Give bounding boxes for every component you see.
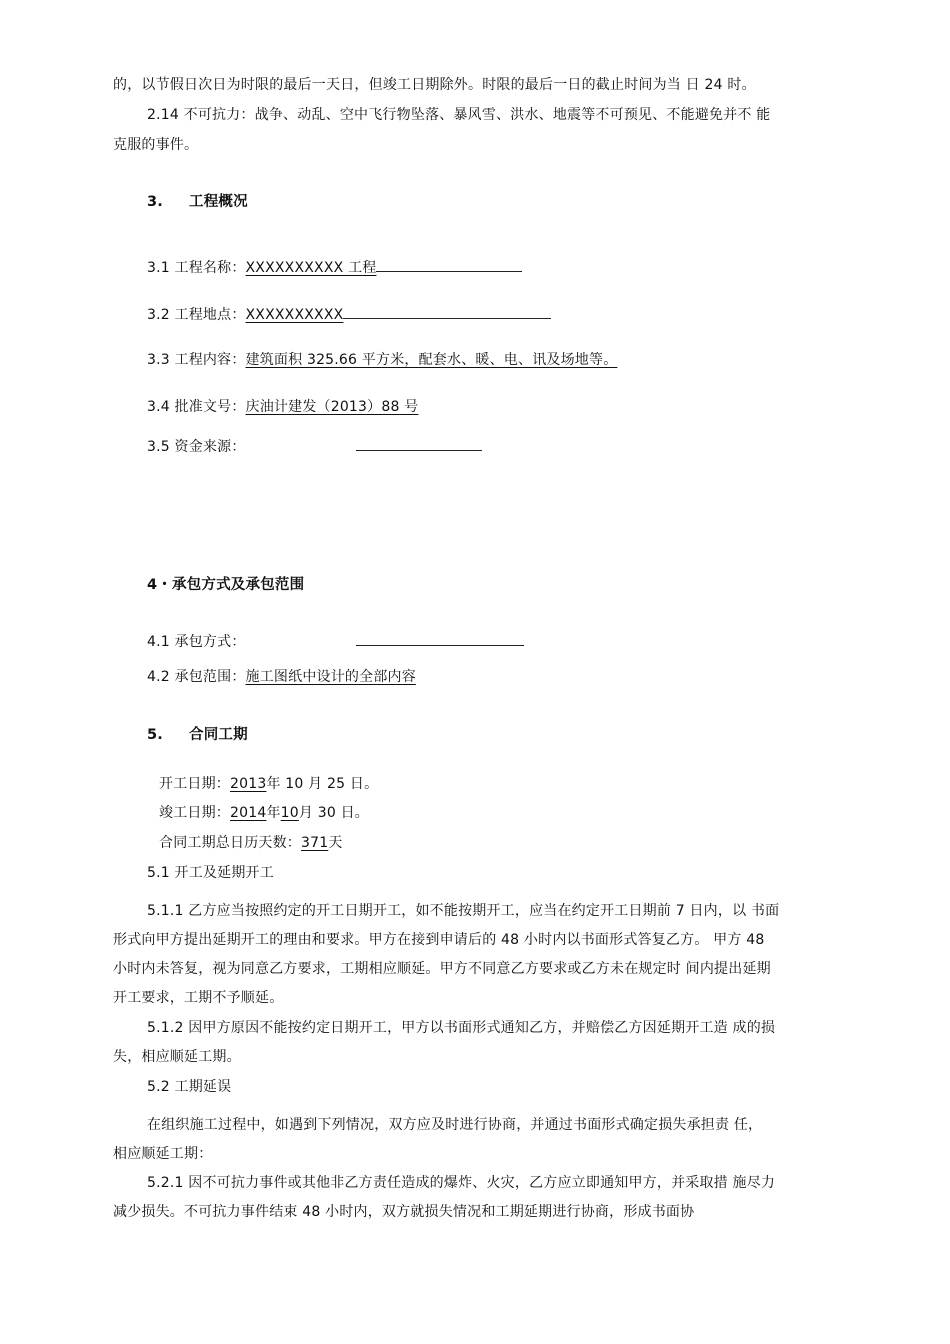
text-line: 小时内未答复，视为同意乙方要求，工期相应顺延。甲方不同意乙方要求或乙方未在规定时 间内提出延期 [113,961,771,977]
clause-5-2-intro: 在组织施工过程中，如遇到下列情况，双方应及时进行协商，并通过书面形式确定损失承担责 任， [147,1117,763,1133]
field-label: 3.3 工程内容： [147,352,246,368]
text-line: 形式向甲方提出延期开工的理由和要求。甲方在接到申请后的 48 小时内以书面形式答复乙方。 甲方 48 [113,932,765,948]
field-label: 合同工期总日历天数： [159,835,301,851]
field-label: 4.1 承包方式： [147,634,246,650]
project-location-row [147,304,551,324]
approval-number-value: 庆油计建发（2013）88 号 [245,399,419,415]
start-date-row [159,775,378,793]
field-label: 开工日期： [159,776,230,792]
start-year: 2013 [230,776,267,792]
field-label: 3.4 批准文号： [147,399,246,415]
text-line: 克服的事件。 [113,137,199,153]
approval-number-row [147,398,418,416]
text-line: 开工要求，工期不予顺延。 [113,990,284,1006]
end-year: 2014 [230,805,267,821]
section-number: 5. [147,727,163,743]
section-5-heading [147,726,248,744]
contract-scope-row [147,668,416,686]
field-label: 3.1 工程名称： [147,260,246,276]
blank-line [343,304,551,319]
total-days-value: 371 [301,835,329,851]
text-line: 相应顺延工期： [113,1146,213,1162]
fund-source-row [147,436,482,456]
clause-5-1-1: 5.1.1 乙方应当按照约定的开工日期开工，如不能按期开工，应当在约定开工日期前 7 日内，以 书面 [147,903,780,919]
text-line: 减少损失。不可抗力事件结束 48 小时内，双方就损失情况和工期延期进行协商，形成书面协 [113,1204,695,1220]
end-date-year-unit: 年 [266,805,281,821]
end-date-row [159,804,369,822]
field-label: 竣工日期： [159,805,230,821]
project-content-value: 建筑面积 325.66 平方米，配套水、暖、电、讯及场地等。 [245,352,618,368]
section-4-heading: 4・承包方式及承包范围 [147,577,305,593]
section-title: 工程概况 [189,194,248,210]
project-location-value: XXXXXXXXXX [245,307,344,323]
clause-2-14: 2.14 不可抗力：战争、动乱、空中飞行物坠落、暴风雪、洪水、地震等不可预见、不能避免并不 能 [147,107,771,123]
clause-5-2-1: 5.2.1 因不可抗力事件或其他非乙方责任造成的爆炸、火灾，乙方应立即通知甲方，并采取措 施尽力 [147,1175,776,1191]
subsection-5-2-heading: 5.2 工期延误 [147,1079,232,1095]
blank-line [356,436,482,451]
end-month: 10 [280,805,299,821]
clause-5-1-2: 5.1.2 因甲方原因不能按约定日期开工，甲方以书面形式通知乙方，并赔偿乙方因延期开工造 成的损 [147,1020,776,1036]
project-name-value: XXXXXXXXXX 工程 [245,260,377,276]
field-label: 3.5 资金来源： [147,439,246,455]
field-label: 3.2 工程地点： [147,307,246,323]
end-date-rest: 月 30 日。 [298,805,369,821]
text-line: 失，相应顺延工期。 [113,1049,241,1065]
project-name-row [147,257,522,277]
blank-line [356,631,524,646]
project-content-row [147,351,617,369]
start-date-rest: 年 10 月 25 日。 [266,776,379,792]
total-days-unit: 天 [328,835,343,851]
section-number: 3. [147,194,163,210]
total-days-row [159,834,343,852]
contract-scope-value: 施工图纸中设计的全部内容 [245,669,416,685]
text-line: 的，以节假日次日为时限的最后一天日，但竣工日期除外。时限的最后一日的截止时间为当 日 24 时。 [113,77,756,93]
contract-mode-row [147,631,524,651]
subsection-5-1-heading: 5.1 开工及延期开工 [147,865,274,881]
field-label: 4.2 承包范围： [147,669,246,685]
section-title: 合同工期 [189,727,248,743]
section-3-heading [147,193,248,211]
blank-line [376,257,522,272]
